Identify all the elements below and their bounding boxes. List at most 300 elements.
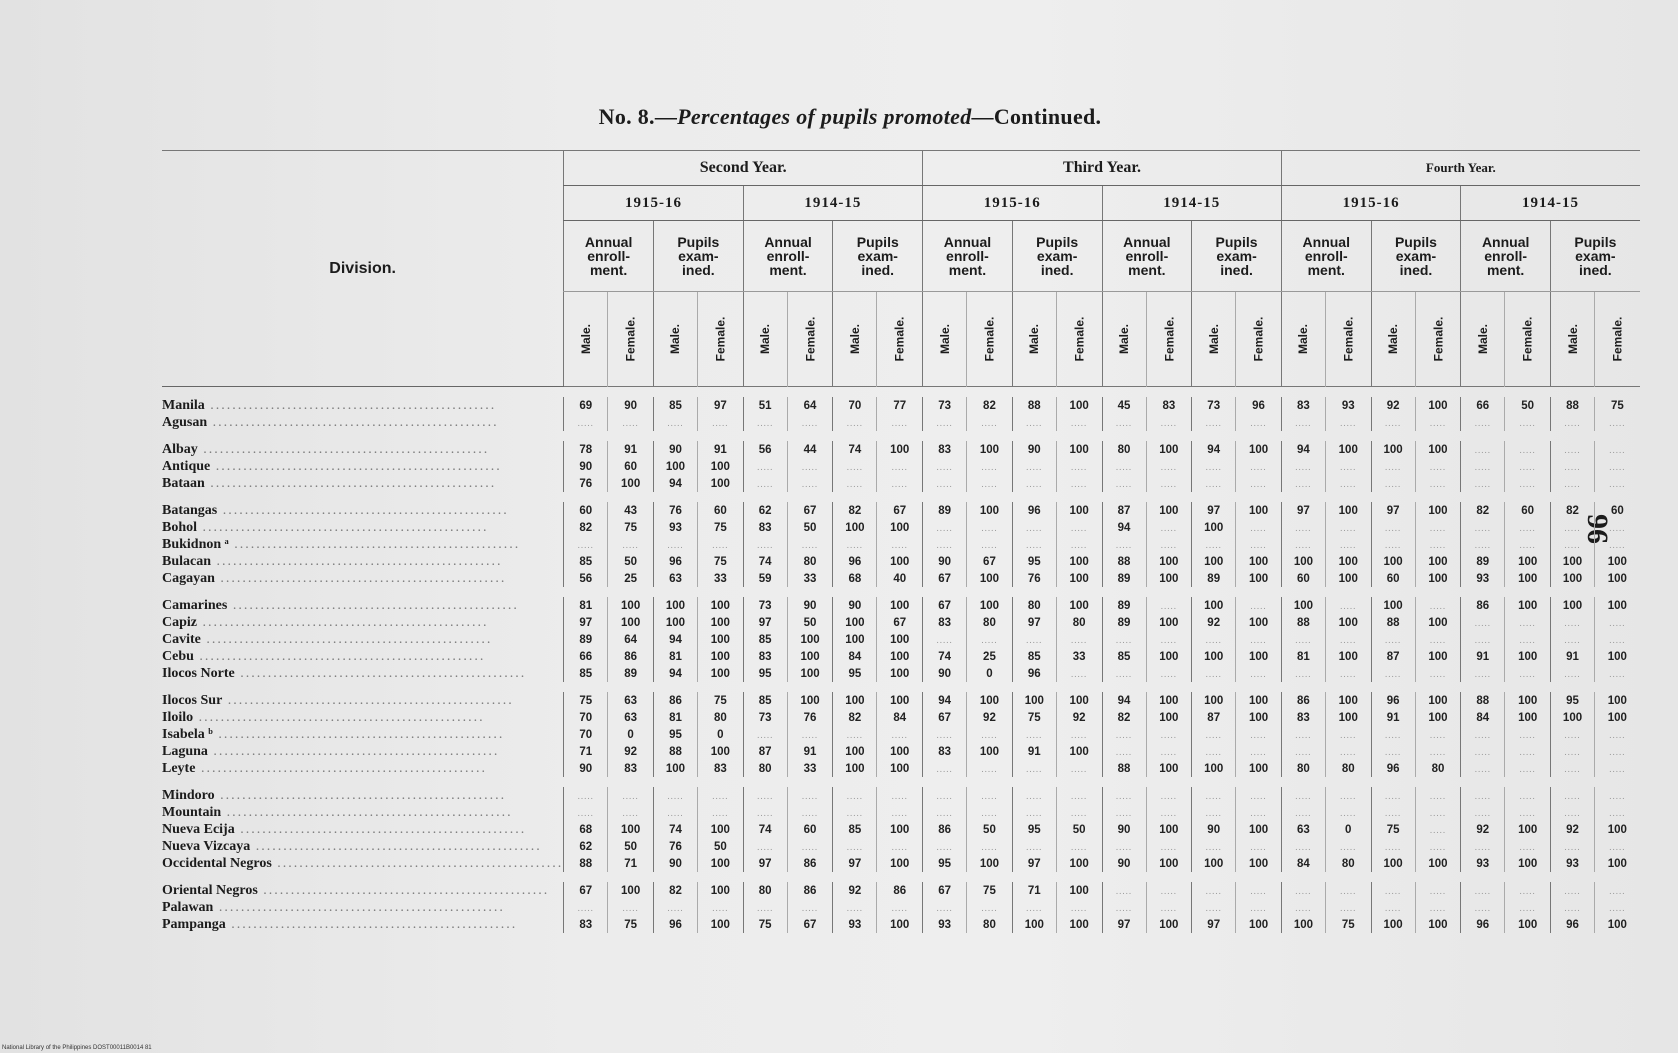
table-cell: 50 xyxy=(608,838,654,855)
table-cell: 56 xyxy=(743,441,787,458)
table-cell: 86 xyxy=(787,882,833,899)
table-cell: 85 xyxy=(833,821,877,838)
table-cell: 93 xyxy=(1461,855,1505,872)
table-cell: 89 xyxy=(1461,553,1505,570)
table-cell: ..... xyxy=(1505,804,1551,821)
table-cell: ..... xyxy=(1461,899,1505,916)
table-cell: 81 xyxy=(1281,648,1325,665)
table-cell: 83 xyxy=(564,916,608,933)
table-cell: 74 xyxy=(743,821,787,838)
table-cell: ..... xyxy=(1595,665,1640,682)
table-cell: ..... xyxy=(1146,838,1192,855)
table-cell: 80 xyxy=(697,709,743,726)
table-cell: ..... xyxy=(1505,760,1551,777)
table-cell: ..... xyxy=(1236,899,1282,916)
table-cell: 100 xyxy=(877,553,923,570)
page-number: 96 xyxy=(1581,514,1614,544)
table-cell: ..... xyxy=(1595,787,1640,804)
table-cell: 100 xyxy=(1505,916,1551,933)
table-cell: 33 xyxy=(787,760,833,777)
table-cell: ..... xyxy=(1325,665,1371,682)
table-cell: 90 xyxy=(1102,821,1146,838)
table-cell: 100 xyxy=(1325,692,1371,709)
table-cell: 67 xyxy=(923,597,967,614)
table-cell: ..... xyxy=(1461,743,1505,760)
table-cell: 85 xyxy=(564,553,608,570)
table-cell: 100 xyxy=(697,855,743,872)
table-cell: ..... xyxy=(1551,519,1595,536)
table-cell: 88 xyxy=(564,855,608,872)
sex-header: Female. xyxy=(1325,292,1371,387)
table-cell: 96 xyxy=(1371,760,1415,777)
table-cell: 75 xyxy=(608,916,654,933)
table-cell: 97 xyxy=(697,397,743,414)
table-cell: ..... xyxy=(877,899,923,916)
table-cell: 90 xyxy=(653,441,697,458)
table-cell: ..... xyxy=(1595,519,1640,536)
table-cell: ..... xyxy=(967,519,1013,536)
table-cell: ..... xyxy=(1192,787,1236,804)
table-cell: 45 xyxy=(1102,397,1146,414)
table-cell: ..... xyxy=(1461,441,1505,458)
table-cell: ..... xyxy=(1371,458,1415,475)
table-cell: 71 xyxy=(1012,882,1056,899)
table-cell: ..... xyxy=(1056,519,1102,536)
table-cell: ..... xyxy=(1371,631,1415,648)
measure-header: Annual enroll- ment. xyxy=(743,221,833,292)
table-cell: 100 xyxy=(967,441,1013,458)
table-cell: 100 xyxy=(1325,570,1371,587)
table-cell: 33 xyxy=(697,570,743,587)
table-cell: 82 xyxy=(967,397,1013,414)
table-cell: ..... xyxy=(833,414,877,431)
table-cell: 100 xyxy=(1281,597,1325,614)
table-cell: 75 xyxy=(697,519,743,536)
title-italic: Percentages of pupils promoted xyxy=(677,104,972,129)
sex-header: Male. xyxy=(833,292,877,387)
table-cell: 85 xyxy=(1012,648,1056,665)
division-name: Isabela ᵇ .................................................... xyxy=(162,726,505,742)
table-cell: 100 xyxy=(1146,502,1192,519)
table-cell: ..... xyxy=(1595,760,1640,777)
table-cell: ..... xyxy=(1236,536,1282,553)
table-cell: 96 xyxy=(1551,916,1595,933)
year-header: Fourth Year. xyxy=(1281,151,1639,186)
table-cell: ..... xyxy=(1325,631,1371,648)
division-name: Pampanga .................................................... xyxy=(162,916,518,932)
table-cell: 100 xyxy=(697,743,743,760)
table-row xyxy=(162,855,1640,872)
table-cell: ..... xyxy=(697,414,743,431)
table-cell: ..... xyxy=(1505,665,1551,682)
table-cell: 75 xyxy=(1325,916,1371,933)
table-cell: 40 xyxy=(877,570,923,587)
table-cell: 81 xyxy=(653,709,697,726)
table-cell: 64 xyxy=(787,397,833,414)
table-cell: 68 xyxy=(564,821,608,838)
table-cell: 100 xyxy=(1551,709,1595,726)
table-cell: ..... xyxy=(1146,458,1192,475)
table-cell: 90 xyxy=(833,597,877,614)
table-cell: 82 xyxy=(833,709,877,726)
school-year-header: 1914-15 xyxy=(1461,186,1640,221)
table-cell: ..... xyxy=(1551,665,1595,682)
table-cell: 96 xyxy=(1371,692,1415,709)
table-cell: ..... xyxy=(1281,458,1325,475)
table-cell: 77 xyxy=(877,397,923,414)
table-cell: ..... xyxy=(1415,414,1461,431)
table-cell: ..... xyxy=(1056,536,1102,553)
table-cell: 80 xyxy=(967,916,1013,933)
table-cell: ..... xyxy=(1551,631,1595,648)
table-cell: ..... xyxy=(1012,458,1056,475)
table-cell: 100 xyxy=(1192,597,1236,614)
table-cell: ..... xyxy=(1102,726,1146,743)
table-cell: 100 xyxy=(1325,709,1371,726)
table-cell: 100 xyxy=(967,502,1013,519)
table-cell: ..... xyxy=(1595,726,1640,743)
table-cell: ..... xyxy=(923,536,967,553)
table-cell: 100 xyxy=(877,916,923,933)
table-cell: 86 xyxy=(787,855,833,872)
table-row xyxy=(162,760,1640,777)
table-cell: 100 xyxy=(1056,692,1102,709)
table-cell: ..... xyxy=(1102,787,1146,804)
table-cell: 100 xyxy=(1595,855,1640,872)
table-cell: 80 xyxy=(1325,855,1371,872)
title-number: No. 8.— xyxy=(598,104,678,129)
table-cell: 76 xyxy=(787,709,833,726)
table-cell: 94 xyxy=(1102,519,1146,536)
table-cell: ..... xyxy=(1012,519,1056,536)
table-cell: 73 xyxy=(743,709,787,726)
table-cell: ..... xyxy=(1415,597,1461,614)
table-cell: ..... xyxy=(967,536,1013,553)
sex-header: Male. xyxy=(923,292,967,387)
table-cell: 75 xyxy=(1012,709,1056,726)
table-cell: ..... xyxy=(1371,804,1415,821)
table-cell: ..... xyxy=(833,804,877,821)
table-row xyxy=(162,553,1640,570)
table-cell: 74 xyxy=(743,553,787,570)
table-cell: ..... xyxy=(1056,899,1102,916)
table-row xyxy=(162,821,1640,838)
table-cell: ..... xyxy=(1415,899,1461,916)
table-cell: ..... xyxy=(1461,787,1505,804)
table-cell: 94 xyxy=(653,665,697,682)
table-row xyxy=(162,709,1640,726)
table-cell: 84 xyxy=(1281,855,1325,872)
table-cell: ..... xyxy=(1461,804,1505,821)
measure-header: Annual enroll- ment. xyxy=(1461,221,1551,292)
table-row xyxy=(162,665,1640,682)
table-cell: 94 xyxy=(653,631,697,648)
table-cell: 0 xyxy=(1325,821,1371,838)
table-cell: 67 xyxy=(877,614,923,631)
table-cell: 93 xyxy=(1325,397,1371,414)
table-cell: 100 xyxy=(967,570,1013,587)
table-cell: ..... xyxy=(1461,475,1505,492)
table-cell: ..... xyxy=(833,787,877,804)
table-cell: 0 xyxy=(967,665,1013,682)
table-cell: 70 xyxy=(833,397,877,414)
table-cell: ..... xyxy=(1281,787,1325,804)
division-name: Mountain .................................................... xyxy=(162,804,513,820)
sex-header: Female. xyxy=(787,292,833,387)
table-cell: 100 xyxy=(697,882,743,899)
table-cell: 100 xyxy=(877,648,923,665)
table-cell: ..... xyxy=(1325,787,1371,804)
table-cell: 80 xyxy=(1056,614,1102,631)
table-cell: ..... xyxy=(1236,519,1282,536)
table-cell: 84 xyxy=(833,648,877,665)
table-cell: ..... xyxy=(1192,665,1236,682)
table-cell: ..... xyxy=(923,631,967,648)
table-cell: ..... xyxy=(1595,536,1640,553)
table-cell: 70 xyxy=(564,726,608,743)
table-cell: ..... xyxy=(608,787,654,804)
table-cell: 94 xyxy=(923,692,967,709)
table-cell: 75 xyxy=(697,692,743,709)
footer-text: National Library of the Philippines DOST00011B0014 81 xyxy=(2,1045,152,1051)
division-name: Nueva Ecija .................................................... xyxy=(162,821,527,837)
table-row xyxy=(162,519,1640,536)
table-cell: 100 xyxy=(1146,553,1192,570)
table-cell: ..... xyxy=(923,787,967,804)
table-cell: 89 xyxy=(564,631,608,648)
table-cell: 100 xyxy=(1415,502,1461,519)
school-year-header: 1915-16 xyxy=(923,186,1102,221)
table-cell: ..... xyxy=(1371,475,1415,492)
table-cell: 85 xyxy=(1102,648,1146,665)
division-name: Oriental Negros .................................................... xyxy=(162,882,550,898)
table-cell: ..... xyxy=(1236,414,1282,431)
table-cell: ..... xyxy=(923,475,967,492)
table-cell: ..... xyxy=(1236,475,1282,492)
table-cell: ..... xyxy=(1461,519,1505,536)
table-cell: 76 xyxy=(1012,570,1056,587)
table-cell: 81 xyxy=(653,648,697,665)
table-cell: 60 xyxy=(697,502,743,519)
table-cell: 50 xyxy=(787,614,833,631)
table-cell: 100 xyxy=(1551,597,1595,614)
table-cell: ..... xyxy=(1146,804,1192,821)
table-cell: 80 xyxy=(1012,597,1056,614)
table-cell: ..... xyxy=(564,787,608,804)
table-cell: ..... xyxy=(787,475,833,492)
table-cell: 100 xyxy=(1236,709,1282,726)
measure-header: Pupils exam- ined. xyxy=(833,221,923,292)
measure-header: Annual enroll- ment. xyxy=(923,221,1013,292)
table-cell: 100 xyxy=(1595,692,1640,709)
table-cell: ..... xyxy=(1505,441,1551,458)
table-cell: 100 xyxy=(1551,570,1595,587)
table-cell: 90 xyxy=(1012,441,1056,458)
table-cell: ..... xyxy=(787,536,833,553)
table-cell: ..... xyxy=(923,838,967,855)
table-cell: ..... xyxy=(967,726,1013,743)
table-cell: 100 xyxy=(1236,570,1282,587)
division-name: Albay .................................................... xyxy=(162,441,490,457)
table-cell: 50 xyxy=(967,821,1013,838)
table-cell: ..... xyxy=(1325,838,1371,855)
table-cell: 100 xyxy=(1415,648,1461,665)
table-cell: 100 xyxy=(1505,648,1551,665)
table-cell: 100 xyxy=(1146,916,1192,933)
table-cell: ..... xyxy=(1325,414,1371,431)
table-title xyxy=(470,104,1230,130)
division-name: Agusan .................................................... xyxy=(162,414,499,430)
table-cell: ..... xyxy=(1102,838,1146,855)
table-row xyxy=(162,614,1640,631)
table-cell: ..... xyxy=(1461,458,1505,475)
table-cell: 100 xyxy=(653,614,697,631)
sex-header: Female. xyxy=(608,292,654,387)
table-cell: ..... xyxy=(1192,899,1236,916)
table-cell: 100 xyxy=(877,441,923,458)
table-cell: 67 xyxy=(923,570,967,587)
table-cell: 100 xyxy=(1192,648,1236,665)
table-cell: 95 xyxy=(1012,821,1056,838)
table-cell: 87 xyxy=(743,743,787,760)
table-cell: 100 xyxy=(877,631,923,648)
table-row xyxy=(162,536,1640,553)
table-cell: ..... xyxy=(967,475,1013,492)
table-cell: 86 xyxy=(877,882,923,899)
table-cell: 100 xyxy=(1146,760,1192,777)
table-cell: 87 xyxy=(1371,648,1415,665)
table-cell: ..... xyxy=(1102,743,1146,760)
table-cell: ..... xyxy=(1192,414,1236,431)
table-cell: ..... xyxy=(1012,760,1056,777)
promotion-percentages-table xyxy=(162,150,1640,933)
sex-header: Male. xyxy=(743,292,787,387)
table-cell: 87 xyxy=(1102,502,1146,519)
table-cell: 84 xyxy=(1461,709,1505,726)
table-row xyxy=(162,692,1640,709)
table-cell: ..... xyxy=(1595,458,1640,475)
table-cell: ..... xyxy=(1371,536,1415,553)
table-cell: ..... xyxy=(1056,726,1102,743)
table-cell: 76 xyxy=(653,502,697,519)
table-cell: ..... xyxy=(743,475,787,492)
table-cell: 67 xyxy=(877,502,923,519)
table-cell: ..... xyxy=(923,414,967,431)
table-cell: 70 xyxy=(564,709,608,726)
table-cell: 100 xyxy=(1505,821,1551,838)
table-cell: 90 xyxy=(923,665,967,682)
table-cell: 100 xyxy=(1505,597,1551,614)
table-cell: 96 xyxy=(1236,397,1282,414)
table-cell: 80 xyxy=(743,882,787,899)
table-cell: 92 xyxy=(967,709,1013,726)
table-cell: 82 xyxy=(653,882,697,899)
table-cell: ..... xyxy=(1102,414,1146,431)
table-cell: 100 xyxy=(1505,692,1551,709)
table-cell: 100 xyxy=(787,631,833,648)
table-cell: ..... xyxy=(743,726,787,743)
table-cell: ..... xyxy=(1461,536,1505,553)
table-cell: 75 xyxy=(1371,821,1415,838)
table-cell: ..... xyxy=(1192,804,1236,821)
table-cell: 100 xyxy=(1595,648,1640,665)
sex-header: Female. xyxy=(1146,292,1192,387)
table-cell: 85 xyxy=(743,692,787,709)
division-name: Bataan .................................................... xyxy=(162,475,497,491)
table-cell: ..... xyxy=(1371,519,1415,536)
table-cell: 75 xyxy=(697,553,743,570)
table-cell: 100 xyxy=(1595,597,1640,614)
table-cell: ..... xyxy=(608,536,654,553)
table-cell: 100 xyxy=(833,692,877,709)
table-cell: ..... xyxy=(1102,665,1146,682)
table-cell: ..... xyxy=(1236,838,1282,855)
school-year-header: 1914-15 xyxy=(743,186,922,221)
table-cell: 0 xyxy=(697,726,743,743)
table-cell: 100 xyxy=(1371,855,1415,872)
division-name: Cebu .................................................... xyxy=(162,648,486,664)
table-cell: ..... xyxy=(1012,787,1056,804)
table-cell: 80 xyxy=(787,553,833,570)
table-cell: ..... xyxy=(1505,631,1551,648)
table-cell: 68 xyxy=(833,570,877,587)
table-cell: 75 xyxy=(564,692,608,709)
table-cell: ..... xyxy=(1325,536,1371,553)
table-cell: 67 xyxy=(564,882,608,899)
table-cell: ..... xyxy=(653,899,697,916)
table-cell: 86 xyxy=(1281,692,1325,709)
table-cell: 95 xyxy=(923,855,967,872)
table-cell: 88 xyxy=(1551,397,1595,414)
table-cell: ..... xyxy=(1415,804,1461,821)
table-cell: 85 xyxy=(653,397,697,414)
table-cell: ..... xyxy=(608,414,654,431)
table-cell: ..... xyxy=(1415,631,1461,648)
table-cell: ..... xyxy=(1551,441,1595,458)
table-cell: 100 xyxy=(608,821,654,838)
table-cell: ..... xyxy=(1415,821,1461,838)
table-cell: ..... xyxy=(1056,760,1102,777)
table-cell: 100 xyxy=(1192,692,1236,709)
table-cell: ..... xyxy=(1325,597,1371,614)
table-cell: ..... xyxy=(923,804,967,821)
table-cell: 93 xyxy=(1551,855,1595,872)
table-cell: 100 xyxy=(1415,570,1461,587)
table-cell: 83 xyxy=(1281,397,1325,414)
table-cell: ..... xyxy=(1102,475,1146,492)
table-cell: ..... xyxy=(1146,414,1192,431)
table-cell: 100 xyxy=(1146,648,1192,665)
table-cell: 100 xyxy=(1192,553,1236,570)
table-cell: 33 xyxy=(1056,648,1102,665)
table-cell: ..... xyxy=(1415,838,1461,855)
sex-header: Female. xyxy=(1505,292,1551,387)
table-cell: ..... xyxy=(1056,631,1102,648)
table-row xyxy=(162,726,1640,743)
table-cell: ..... xyxy=(833,838,877,855)
table-cell: ..... xyxy=(1551,726,1595,743)
table-cell: ..... xyxy=(787,726,833,743)
table-cell: 83 xyxy=(608,760,654,777)
table-cell: 100 xyxy=(1325,648,1371,665)
table-cell: 100 xyxy=(1146,692,1192,709)
table-cell: 82 xyxy=(833,502,877,519)
table-cell: ..... xyxy=(1551,458,1595,475)
table-cell: 83 xyxy=(923,441,967,458)
table-cell: 97 xyxy=(743,855,787,872)
table-cell: 100 xyxy=(1236,692,1282,709)
table-cell: ..... xyxy=(1281,665,1325,682)
